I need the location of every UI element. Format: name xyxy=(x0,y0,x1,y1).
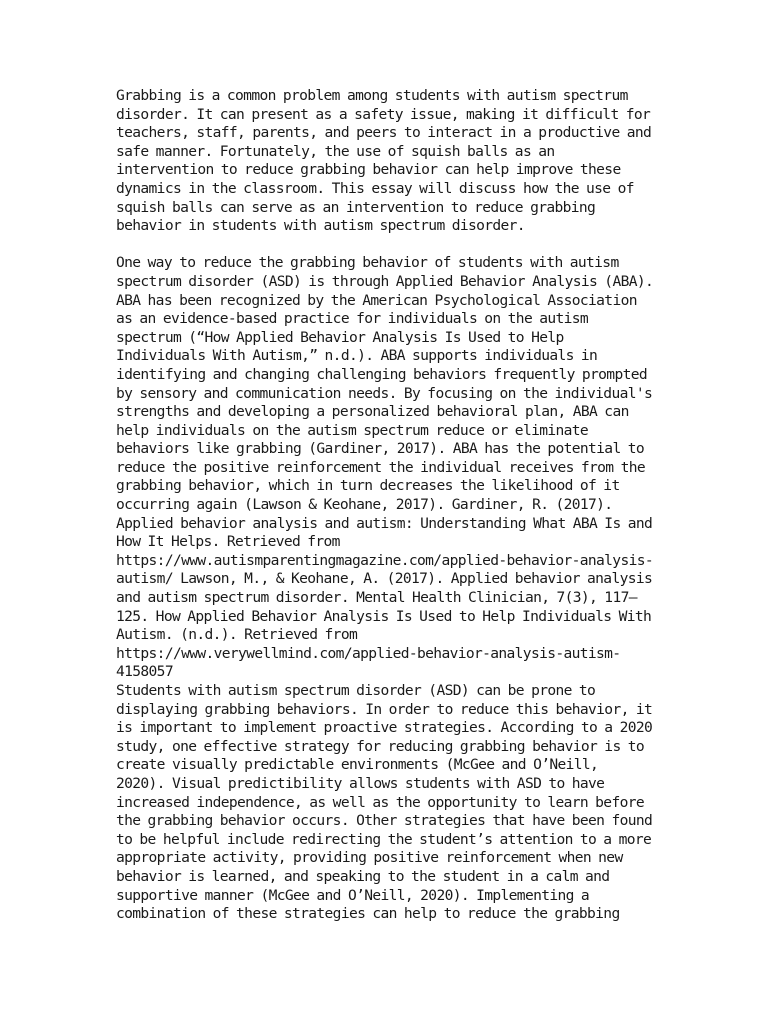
paragraph-intro: Grabbing is a common problem among students with autism spectrum disorder. It can present as a safety issue, making it difficult for teachers, staff, parents, and peers to interact in a productive and safe manner. Fortunately, the use of squish balls as an intervention to reduce grabbing behavior can help improve these dynamics in the classroom. This essay will discuss how the use of squish balls can serve as an intervention to reduce grabbing behavior in students with autism spectrum disorder. xyxy=(116,87,652,235)
paragraph-aba: One way to reduce the grabbing behavior of students with autism spectrum disorder (ASD) is through Applied Behavior Analysis (ABA). ABA has been recognized by the American Psychological Association as an evidence-based practice for individuals on the autism spectrum (“How Applied Behavior Analysis Is Used to Help Individuals With Autism,” n.d.). ABA supports individuals in identifying and changing challenging behaviors frequently prompted by sensory and communication needs. By focusing on the individual's strengths and developing a personalized behavioral plan, ABA can help individuals on the autism spectrum reduce or eliminate behaviors like grabbing (Gardiner, 2017). ABA has the potential to reduce the positive reinforcement the individual receives from the grabbing behavior, which in turn decreases the likelihood of it occurring again (Lawson & Keohane, 2017). Gardiner, R. (2017). Applied behavior analysis and autism: Understanding What ABA Is and How It Helps. Retrieved from https://www.autismparentingmagazine.com/applied-behavior-analysis-autism/ Lawson, M., & Keohane, A. (2017). Applied behavior analysis and autism spectrum disorder. Mental Health Clinician, 7(3), 117–125. How Applied Behavior Analysis Is Used to Help Individuals With Autism. (n.d.). Retrieved from https://www.verywellmind.com/applied-behavior-analysis-autism-4158057 xyxy=(116,254,654,681)
paragraph-strategies: Students with autism spectrum disorder (ASD) can be prone to displaying grabbing behaviors. In order to reduce this behavior, it is important to implement proactive strategies. According to a 2020 study, one effective strategy for reducing grabbing behavior is to create visually predictable environments (McGee and O’Neill, 2020). Visual predictibility allows students with ASD to have increased independence, as well as the opportunity to learn before the grabbing behavior occurs. Other strategies that have been found to be helpful include redirecting the student’s attention to a more appropriate activity, providing positive reinforcement when new behavior is learned, and speaking to the student in a calm and supportive manner (McGee and O’Neill, 2020). Implementing a combination of these strategies can help to reduce the grabbing xyxy=(116,682,653,923)
document-body xyxy=(116,87,654,924)
